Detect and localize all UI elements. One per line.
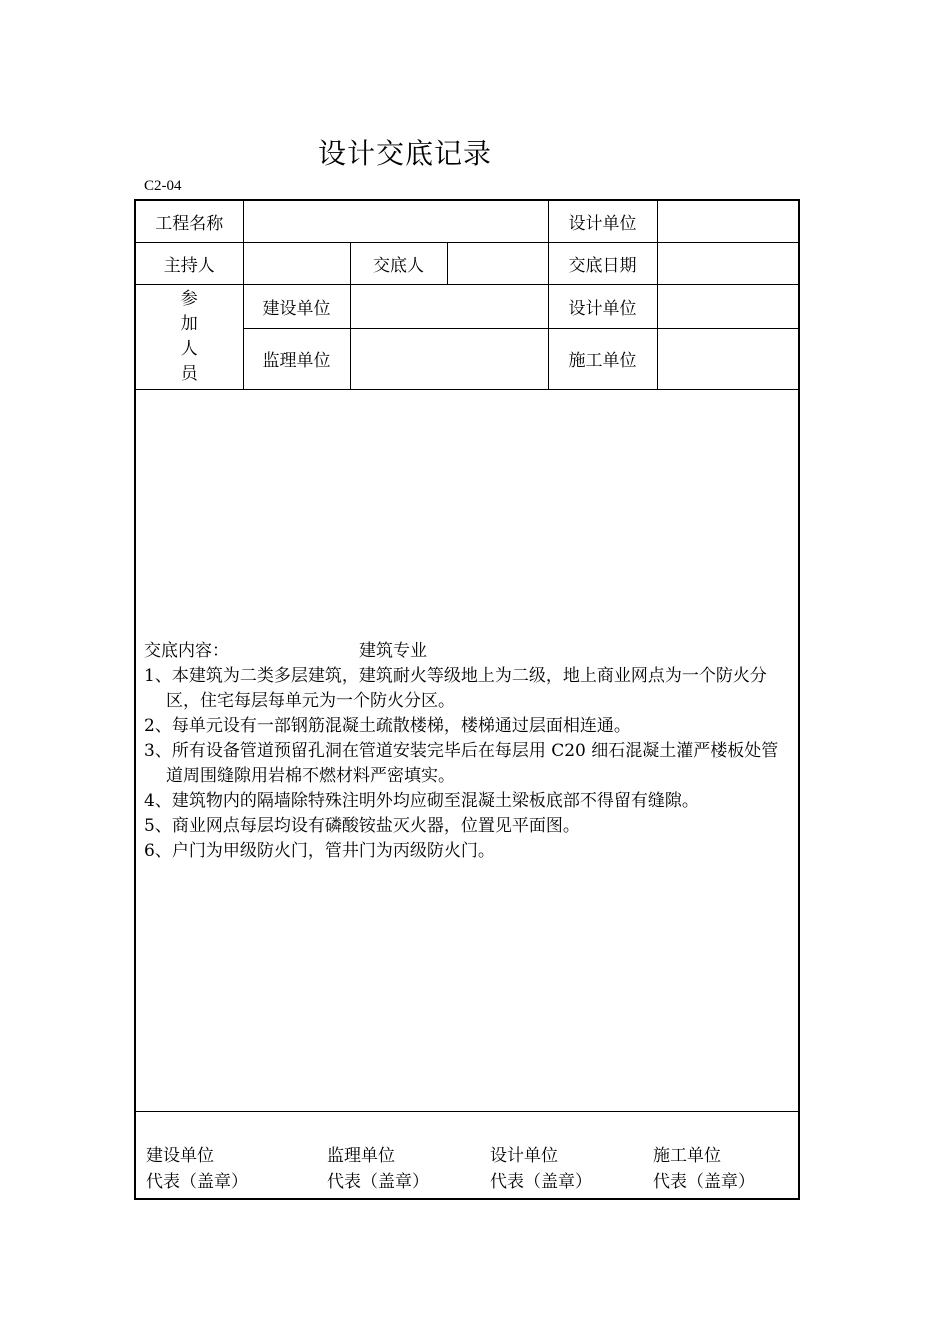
presenter-field[interactable] — [447, 242, 548, 284]
participants-label — [135, 284, 243, 389]
content-item: 2、每单元设有一部钢筋混凝土疏散楼梯，楼梯通过层面相连通。 — [144, 715, 631, 736]
signature-unit: 建设单位 — [146, 1145, 214, 1166]
signature-unit: 设计单位 — [490, 1145, 558, 1166]
signature-rep: 代表（盖章） — [146, 1171, 248, 1192]
participants-char: 员 — [180, 363, 198, 384]
signature-contractor[interactable] — [653, 1143, 793, 1195]
signature-section — [135, 1111, 799, 1199]
form-code: C2-04 — [144, 178, 182, 194]
supervision-label: 监理单位 — [243, 328, 350, 389]
participants-char: 加 — [180, 313, 198, 334]
project-name-label: 工程名称 — [135, 200, 243, 242]
contractor-field[interactable] — [657, 328, 799, 389]
content-label: 交底内容： — [144, 640, 229, 661]
signature-rep: 代表（盖章） — [490, 1171, 592, 1192]
host-label: 主持人 — [135, 242, 243, 284]
signature-design[interactable] — [490, 1143, 653, 1195]
design-disclosure-form — [134, 199, 800, 1200]
participant-design-unit-field[interactable] — [657, 284, 799, 328]
supervision-field[interactable] — [350, 328, 548, 389]
signature-supervision[interactable] — [327, 1143, 490, 1195]
signature-unit: 监理单位 — [327, 1145, 395, 1166]
construction-owner-field[interactable] — [350, 284, 548, 328]
project-name-field[interactable] — [243, 200, 548, 242]
specialty-label: 建筑专业 — [359, 640, 427, 661]
disclosure-content[interactable] — [135, 389, 799, 1111]
host-field[interactable] — [243, 242, 350, 284]
signature-rep: 代表（盖章） — [327, 1171, 429, 1192]
participants-char: 人 — [180, 338, 198, 359]
presenter-label: 交底人 — [350, 242, 447, 284]
participants-char: 参 — [180, 288, 198, 309]
signature-rep: 代表（盖章） — [653, 1171, 755, 1192]
contractor-label: 施工单位 — [548, 328, 657, 389]
construction-owner-label: 建设单位 — [243, 284, 350, 328]
signature-unit: 施工单位 — [653, 1145, 721, 1166]
content-item: 5、商业网点每层均设有磷酸铵盐灭火器，位置见平面图。 — [144, 815, 580, 836]
content-item: 3、所有设备管道预留孔洞在管道安装完毕后在每层用 C20 细石混凝土灌严楼板处管道周围缝隙用岩棉不燃材料严密填实。 — [144, 740, 779, 786]
participant-design-unit-label: 设计单位 — [548, 284, 657, 328]
date-label: 交底日期 — [548, 242, 657, 284]
signature-owner[interactable] — [146, 1143, 327, 1195]
content-item: 1、本建筑为二类多层建筑，建筑耐火等级地上为二级，地上商业网点为一个防火分区，住宅每层每单元为一个防火分区。 — [144, 665, 767, 711]
date-field[interactable] — [657, 242, 799, 284]
content-item: 4、建筑物内的隔墙除特殊注明外均应砌至混凝土梁板底部不得留有缝隙。 — [144, 790, 699, 811]
content-header — [144, 639, 790, 664]
page-title: 设计交底记录 — [318, 137, 493, 170]
design-unit-label: 设计单位 — [548, 200, 657, 242]
design-unit-field[interactable] — [657, 200, 799, 242]
content-item: 6、户门为甲级防火门，管井门为丙级防火门。 — [144, 840, 495, 861]
